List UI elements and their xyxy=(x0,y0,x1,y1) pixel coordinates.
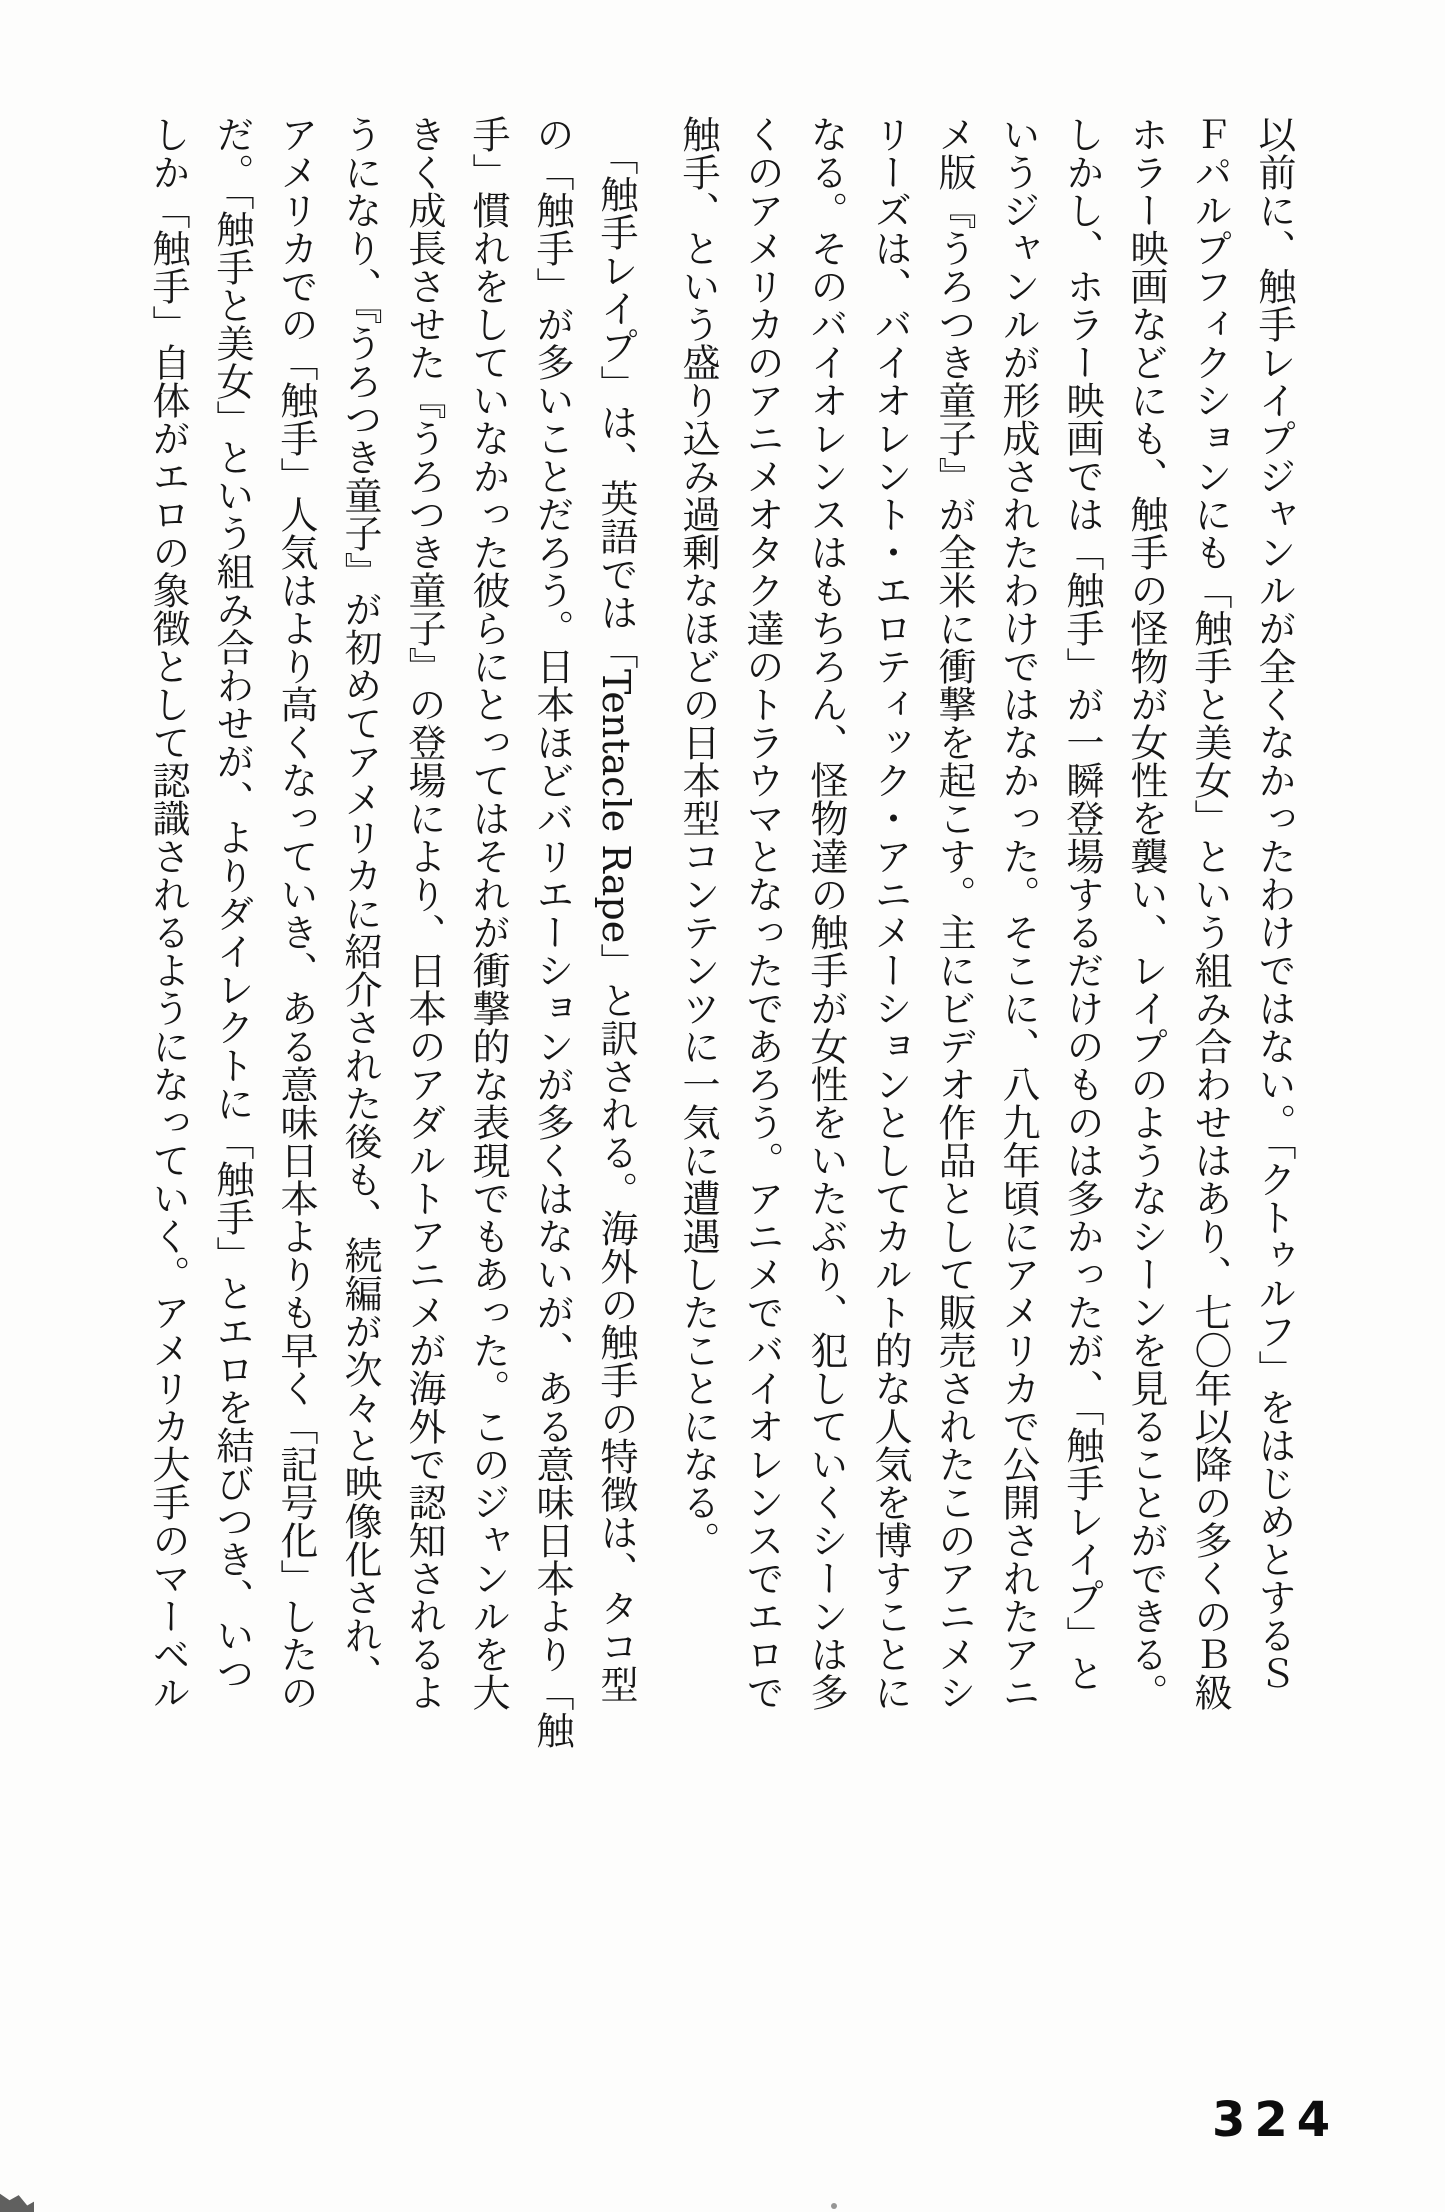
text-column: 以前に、触手レイプジャンルが全くなかったわけではない。「クトゥルフ」をはじめとするＳ xyxy=(1252,115,1296,1692)
text-column: Ｆパルプフィクションにも「触手と美女」という組み合わせはあり、七〇年以降の多くのＢ級 xyxy=(1188,115,1232,1711)
text-column: しかし、ホラー映画では「触手」が一瞬登場するだけのものは多かったが、「触手レイプ」と xyxy=(1060,115,1104,1692)
text-column: うになり、『うろつき童子』が初めてアメリカに紹介された後も、続編が次々と映像化され、 xyxy=(338,115,382,1692)
text-column: 手」慣れをしていなかった彼らにとってはそれが衝撃的な表現でもあった。このジャンルを大 xyxy=(466,115,510,1711)
text-column: ホラー映画などにも、触手の怪物が女性を襲い、レイプのようなシーンを見ることができる。 xyxy=(1124,115,1168,1711)
text-column: アメリカでの「触手」人気はより高くなっていき、ある意味日本よりも早く「記号化」したの xyxy=(274,115,318,1711)
scan-artifact xyxy=(0,2186,34,2212)
text-column: いうジャンルが形成されたわけではなかった。そこに、八九年頃にアメリカで公開されたアニ xyxy=(996,115,1040,1711)
text-column: 「触手レイプ」は、英語では「Tentacle Rape」と訳される。海外の触手の特徴は、タコ型 xyxy=(594,137,638,1704)
text-column: 触手、という盛り込み過剰なほどの日本型コンテンツに一気に遭遇したことになる。 xyxy=(676,115,720,1559)
text-column: の「触手」が多いことだろう。日本ほどバリエーションが多くはないが、ある意味日本より「触 xyxy=(530,115,574,1749)
text-column: リーズは、バイオレント・エロティック・アニメーションとしてカルト的な人気を博すことに xyxy=(868,115,912,1711)
text-column: きく成長させた『うろつき童子』の登場により、日本のアダルトアニメが海外で認知されるよ xyxy=(402,115,446,1711)
text-column: なる。そのバイオレンスはもちろん、怪物達の触手が女性をいたぶり、犯していくシーンは多 xyxy=(804,115,848,1711)
page-number: 324 xyxy=(1212,2092,1340,2148)
scan-artifact xyxy=(831,2203,837,2209)
text-column: くのアメリカのアニメオタク達のトラウマとなったであろう。アニメでバイオレンスでエロで xyxy=(740,115,784,1711)
text-column: メ版『うろつき童子』が全米に衝撃を起こす。主にビデオ作品として販売されたこのアニメシ xyxy=(932,115,976,1711)
page-text xyxy=(136,115,1306,1749)
text-column: だ。「触手と美女」という組み合わせが、よりダイレクトに「触手」とエロを結びつき、いつ xyxy=(210,115,254,1692)
text-column: しか「触手」自体がエロの象徴として認識されるようになっていく。アメリカ大手のマーベル xyxy=(146,115,190,1711)
